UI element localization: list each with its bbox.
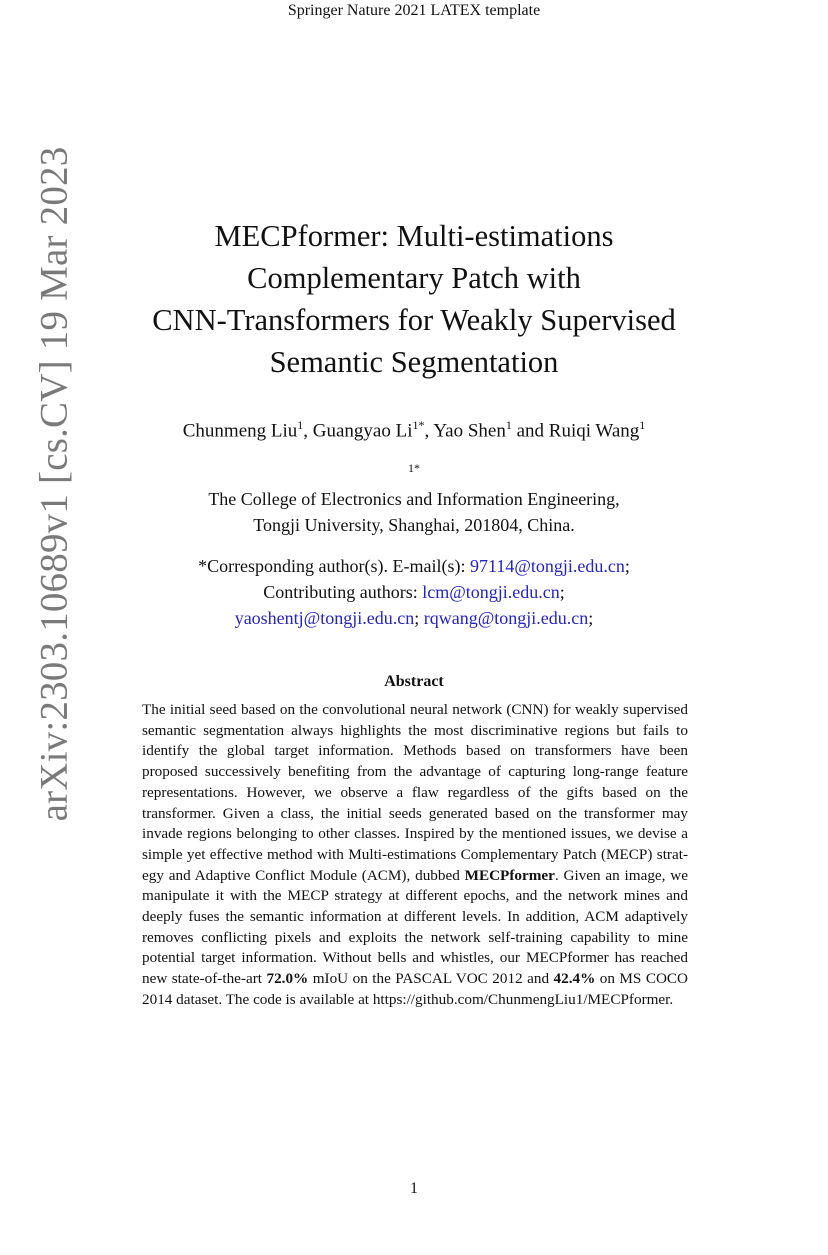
- title-line: Semantic Segmentation: [269, 345, 559, 379]
- abstract-heading: Abstract: [384, 673, 444, 690]
- page-number: 1: [410, 1180, 418, 1197]
- corresponding-label: *Corresponding author(s). E-mail(s):: [198, 556, 471, 576]
- title-line: Complementary Patch with: [247, 261, 581, 295]
- affiliation: [0, 455, 828, 538]
- corresponding-line: *Corresponding author(s). E-mail(s): 97114@tongji.edu.cn;: [198, 556, 630, 576]
- author-name: Ruiqi Wang: [548, 420, 640, 442]
- author-affiliation-mark: 1: [505, 418, 512, 432]
- running-header: Springer Nature 2021 LATEX template: [287, 2, 541, 19]
- email-link[interactable]: lcm@tongji.edu.cn: [422, 582, 560, 602]
- miou-value: 72.0%: [266, 970, 309, 988]
- affiliation-text: The College of Electronics and Information Engineering,: [208, 489, 620, 509]
- email-link[interactable]: yaoshentj@tongji.edu.cn: [234, 608, 415, 628]
- contributing-label: Contributing authors:: [263, 582, 423, 602]
- arxiv-identifier: arXiv:2303.10689v1 [cs.CV] 19 Mar 2023: [32, 146, 76, 822]
- method-name: MECPformer: [464, 866, 555, 884]
- author-name: Yao Shen: [433, 420, 506, 442]
- author-affiliation-mark: 1: [297, 418, 304, 432]
- affiliation-line: [0, 455, 828, 512]
- email-link[interactable]: 97114@tongji.edu.cn: [470, 556, 625, 576]
- author-affiliation-mark: 1*: [412, 418, 425, 432]
- correspondence-block: [0, 553, 828, 631]
- contributing-line: Contributing authors: lcm@tongji.edu.cn;: [263, 582, 565, 602]
- author-affiliation-mark: 1: [639, 418, 646, 432]
- email-link[interactable]: rqwang@tongji.edu.cn: [423, 608, 589, 628]
- title-line: MECPformer: Multi-estimations: [214, 219, 614, 253]
- affiliation-mark: 1*: [408, 461, 420, 475]
- contributing-line: yaoshentj@tongji.edu.cn; rqwang@tongji.edu.cn;: [234, 608, 594, 628]
- abstract-segment: mIoU on the PASCAL VOC 2012 and: [308, 970, 554, 988]
- abstract-segment: on MS COCO 2014 dataset. The code is available at https://github.com/ChunmengLiu1/MECPformer.: [142, 970, 689, 1008]
- affiliation-line: Tongji University, Shanghai, 201804, China.: [253, 515, 575, 535]
- author-list: Chunmeng Liu$^1$, Guangyao $Li^{1*}$, Yao Shen$^1$ and Ruiqi Wang$^1$: [182, 418, 646, 442]
- abstract-segment: The initial seed based on the convolutional neural network (CNN) for weakly supervised semantic segmentation always highlights the most discriminative regions but fails to identify the global target information. Methods based on transformers have been proposed successively benefiting from the advantage of capturing long-range feature representations. However, we observe a flaw regardless of the gifts based on the transformer. Given a class, the initial seeds generated based on the transformer may invade regions belonging to other classes. Inspired by the mentioned issues, we devise a simple yet effective method with Multi-estimations Complementary Patch (MECP) strategy and Adaptive Conflict Module (ACM), dubbed: [142, 701, 688, 884]
- abstract-segment: . Given an image, we manipulate it with the MECP strategy at different epochs, and the network mines and deeply fuses the semantic information at different levels. In addition, ACM adaptively removes conflicting pixels and exploits the network self-training capability to mine potential target information. Without bells and whistles, our MECPformer has reached new state-of-the-art: [142, 866, 688, 988]
- title-line: CNN-Transformers for Weakly Supervised: [152, 303, 676, 337]
- author-name: Guangyao Li: [312, 420, 413, 442]
- author-name: Chunmeng Liu: [182, 420, 298, 442]
- coco-value: 42.4%: [553, 970, 596, 988]
- abstract-text: [142, 700, 688, 1011]
- paper-title: [100, 215, 728, 383]
